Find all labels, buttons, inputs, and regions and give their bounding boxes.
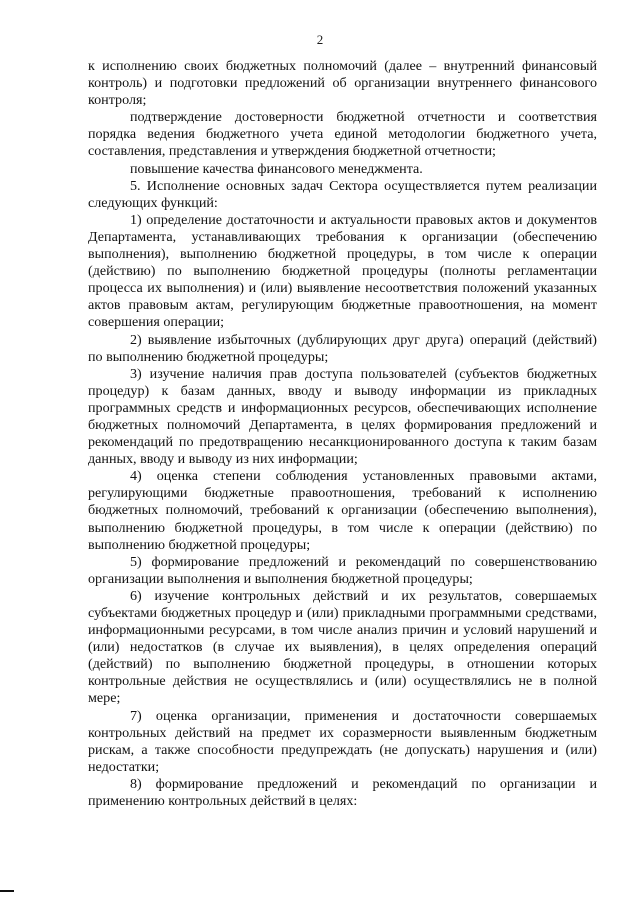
paragraph-financial-management: повышение качества финансового менеджмента. <box>130 160 423 177</box>
list-item-1: 1) определение достаточности и актуальности правовых актов и документов Департамента, устанавливающих требования к организации (обеспечению выполнения), выполнению бюджетной процедуры, в том числе к операции (действию) по выполнению бюджетной процедуры (полноты регламентации процесса их выполнения) и (или) выявление несоответствия положений указанных актов правовым актам, регулирующим бюджетные правоотношения, на момент совершения операции; <box>88 211 597 331</box>
list-item-3: 3) изучение наличия прав доступа пользователей (субъектов бюджетных процедур) к базам данных, вводу и выводу информации из прикладных программных средств и информационных ресурсов, обеспечивающих исполнение бюджетных полномочий Департамента, в целях формирования предложений и рекомендаций по предотвращению несанкционированного доступа к таким базам данных, вводу и выводу из них информации; <box>88 365 597 468</box>
paragraph-item-5-functions: 5. Исполнение основных задач Сектора осуществляется путем реализации следующих функций: <box>88 177 597 211</box>
paragraph-reporting-reliability: подтверждение достоверности бюджетной отчетности и соответствия порядка ведения бюджетного учета единой методологии бюджетного учета, составления, представления и утверждения бюджетной отчетности; <box>88 109 597 160</box>
list-item-8: 8) формирование предложений и рекомендаций по организации и применению контрольных действий в целях: <box>88 775 597 810</box>
scan-edge-mark <box>0 890 14 892</box>
paragraph-continuation: к исполнению своих бюджетных полномочий (далее – внутренний финансовый контроль) и подготовки предложений об организации внутреннего финансового контроля; <box>88 58 597 109</box>
list-item-2: 2) выявление избыточных (дублирующих друг друга) операций (действий) по выполнению бюджетной процедуры; <box>88 331 597 365</box>
list-item-5: 5) формирование предложений и рекомендаций по совершенствованию организации выполнения и выполнения бюджетной процедуры; <box>88 553 597 587</box>
list-item-7: 7) оценка организации, применения и достаточности совершаемых контрольных действий на предмет их соразмерности выявленным бюджетным рискам, а также способности предупреждать (не допускать) нарушения и (или) недостатки; <box>88 707 597 775</box>
document-body <box>88 58 597 810</box>
list-item-4: 4) оценка степени соблюдения установленных правовыми актами, регулирующими бюджетные правоотношения, требований к исполнению бюджетных полномочий, требований к организации (обеспечению выполнения), выполнению бюджетной процедуры, в том числе к операции (действию) по выполнению бюджетной процедуры; <box>88 468 597 553</box>
list-item-6: 6) изучение контрольных действий и их результатов, совершаемых субъектами бюджетных процедур и (или) прикладными программными средствами, информационными ресурсами, в том числе анализ причин и условий нарушений и (или) недостатков (в случае их выявления), в целях определения операций (действий) по выполнению бюджетной процедуры, в отношении которых контрольные действия не осуществлялись и (или) осуществлялись не в полной мере; <box>88 587 597 707</box>
page-number: 2 <box>316 32 324 47</box>
